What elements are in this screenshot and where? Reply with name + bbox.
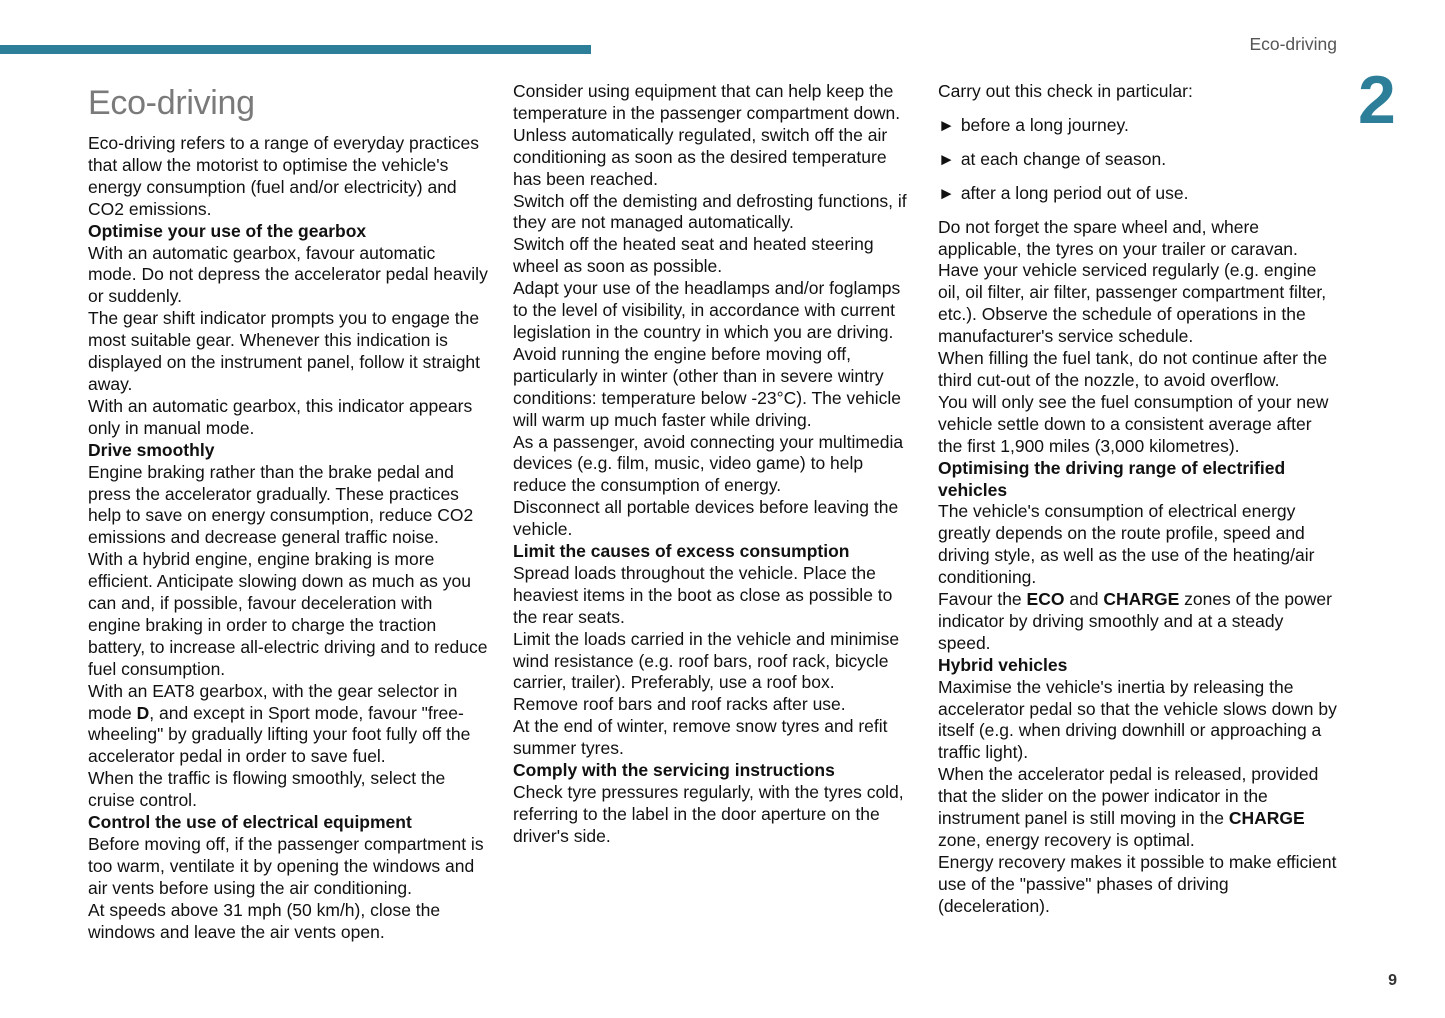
section-heading: Drive smoothly [88, 439, 215, 460]
paragraph: Switch off the demisting and defrosting functions, if they are not managed automatically. [513, 190, 907, 233]
list-item-text: before a long journey. [960, 114, 1129, 135]
list-item [938, 115, 1338, 137]
paragraph: Carry out this check in particular: [938, 81, 1193, 101]
paragraph: Do not forget the spare wheel and, where applicable, the tyres on your trailer or caravan. [938, 216, 1298, 259]
paragraph: Have your vehicle serviced regularly (e.g. engine oil, oil filter, air filter, passenger compartment filter, etc.). Observe the schedule of operations in the manufacturer's service schedule. [938, 260, 1327, 347]
text-run: zones of the power indicator by driving smoothly and at a steady speed. [938, 589, 1332, 653]
paragraph: With a hybrid engine, engine braking is more efficient. Anticipate slowing down as much as you can and, if possible, favour deceleration with engine braking in order to charge the traction battery, to increase all-electric driving and to reduce fuel consumption. [88, 549, 488, 679]
page-title: Eco-driving [88, 84, 255, 122]
text-run: Favour the [938, 589, 1027, 610]
arrow-bullet-icon: ► [938, 115, 955, 135]
section-heading: Limit the causes of excess consumption [513, 541, 850, 562]
charge-zone-label: CHARGE [1228, 808, 1305, 829]
paragraph: At speeds above 31 mph (50 km/h), close the windows and leave the air vents open. [88, 899, 441, 942]
paragraph: Disconnect all portable devices before leaving the vehicle. [513, 497, 899, 540]
section-heading: Optimising the driving range of electrified vehicles [938, 457, 1286, 500]
text-run: zone, energy recovery is optimal. [938, 830, 1195, 850]
paragraph: Switch off the heated seat and heated steering wheel as soon as possible. [513, 234, 874, 277]
list-item [938, 183, 1338, 205]
paragraph: Engine braking rather than the brake pedal and press the accelerator gradually. These practices help to save on energy consumption, reduce CO2 emissions and decrease general traffic noise. [88, 461, 474, 548]
arrow-bullet-icon: ► [938, 183, 955, 203]
column-3 [938, 81, 1338, 918]
running-header: Eco-driving [1249, 34, 1337, 54]
paragraph: The gear shift indicator prompts you to engage the most suitable gear. Whenever this indication is displayed on the instrument panel, follow it straight away. [88, 308, 481, 394]
section-heading: Hybrid vehicles [938, 654, 1068, 675]
paragraph: Adapt your use of the headlamps and/or foglamps to the level of visibility, in accordance with current legislation in the country in which you are driving. [513, 278, 901, 342]
bullet-list [938, 115, 1338, 205]
paragraph [88, 681, 488, 769]
paragraph [938, 589, 1338, 655]
paragraph: Remove roof bars and roof racks after use. [513, 694, 846, 715]
paragraph: Limit the loads carried in the vehicle and minimise wind resistance (e.g. roof bars, roof rack, bicycle carrier, trailer). Preferably, use a roof box. [513, 628, 900, 693]
section-heading: Control the use of electrical equipment [88, 812, 412, 833]
header-accent-bar [0, 45, 591, 54]
paragraph: Energy recovery makes it possible to make efficient use of the "passive" phases of driving (deceleration). [938, 851, 1337, 916]
eco-zone-label: ECO [1026, 589, 1065, 610]
text-run: and [1064, 589, 1104, 610]
paragraph: When the traffic is flowing smoothly, select the cruise control. [88, 768, 446, 811]
paragraph: At the end of winter, remove snow tyres and refit summer tyres. [513, 716, 888, 759]
page-number: 9 [1388, 972, 1397, 989]
paragraph [938, 764, 1338, 852]
text-run: When the accelerator pedal is released, provided that the slider on the power indicator in the instrument panel is still moving in the [938, 764, 1319, 829]
paragraph: Maximise the vehicle's inertia by releasing the accelerator pedal so that the vehicle slows down by itself (e.g. when driving downhill or approaching a traffic light). [938, 676, 1337, 763]
paragraph: The vehicle's consumption of electrical energy greatly depends on the route profile, speed and driving style, as well as the use of the heating/air conditioning. [938, 501, 1315, 588]
paragraph: Avoid running the engine before moving off, particularly in winter (other than in severe wintry conditions: temperature below -23°C). The vehicle will warm up much faster while driving. [513, 343, 901, 430]
paragraph: Before moving off, if the passenger compartment is too warm, ventilate it by opening the windows and air vents before using the air conditioning. [88, 834, 484, 898]
paragraph: You will only see the fuel consumption of your new vehicle settle down to a consistent average after the first 1,900 miles (3,000 kilometres). [938, 391, 1329, 456]
list-item-text: after a long period out of use. [960, 182, 1189, 203]
paragraph: Eco-driving refers to a range of everyday practices that allow the motorist to optimise the vehicle's energy consumption (fuel and/or electricity) and CO2 emissions. [88, 133, 480, 219]
text-run: With an EAT8 gearbox, with the gear selector in mode [88, 680, 458, 723]
paragraph: With an automatic gearbox, this indicator appears only in manual mode. [88, 395, 473, 438]
section-heading: Optimise your use of the gearbox [88, 220, 367, 241]
list-item [938, 149, 1338, 171]
text-run: , and except in Sport mode, favour "free-wheeling" by gradually lifting your foot fully off the accelerator pedal in order to save fuel. [88, 702, 471, 767]
section-heading: Comply with the servicing instructions [513, 760, 835, 781]
list-item-text: at each change of season. [960, 148, 1167, 169]
paragraph: Consider using equipment that can help keep the temperature in the passenger compartment down. [513, 81, 901, 123]
paragraph: Unless automatically regulated, switch off the air conditioning as soon as the desired temperature has been reached. [513, 124, 888, 189]
paragraph: Spread loads throughout the vehicle. Place the heaviest items in the boot as close as possible to the rear seats. [513, 562, 893, 627]
paragraph: Check tyre pressures regularly, with the tyres cold, referring to the label in the door aperture on the driver's side. [513, 782, 904, 846]
paragraph: As a passenger, avoid connecting your multimedia devices (e.g. film, music, video game) to help reduce the consumption of energy. [513, 431, 904, 496]
column-2 [513, 81, 918, 848]
paragraph: With an automatic gearbox, favour automatic mode. Do not depress the accelerator pedal heavily or suddenly. [88, 242, 488, 307]
column-1 [88, 81, 488, 944]
arrow-bullet-icon: ► [938, 149, 955, 169]
mode-d-label: D [136, 702, 150, 723]
charge-zone-label: CHARGE [1103, 589, 1180, 610]
paragraph: When filling the fuel tank, do not continue after the third cut-out of the nozzle, to avoid overflow. [938, 348, 1328, 390]
chapter-number: 2 [1358, 62, 1396, 138]
